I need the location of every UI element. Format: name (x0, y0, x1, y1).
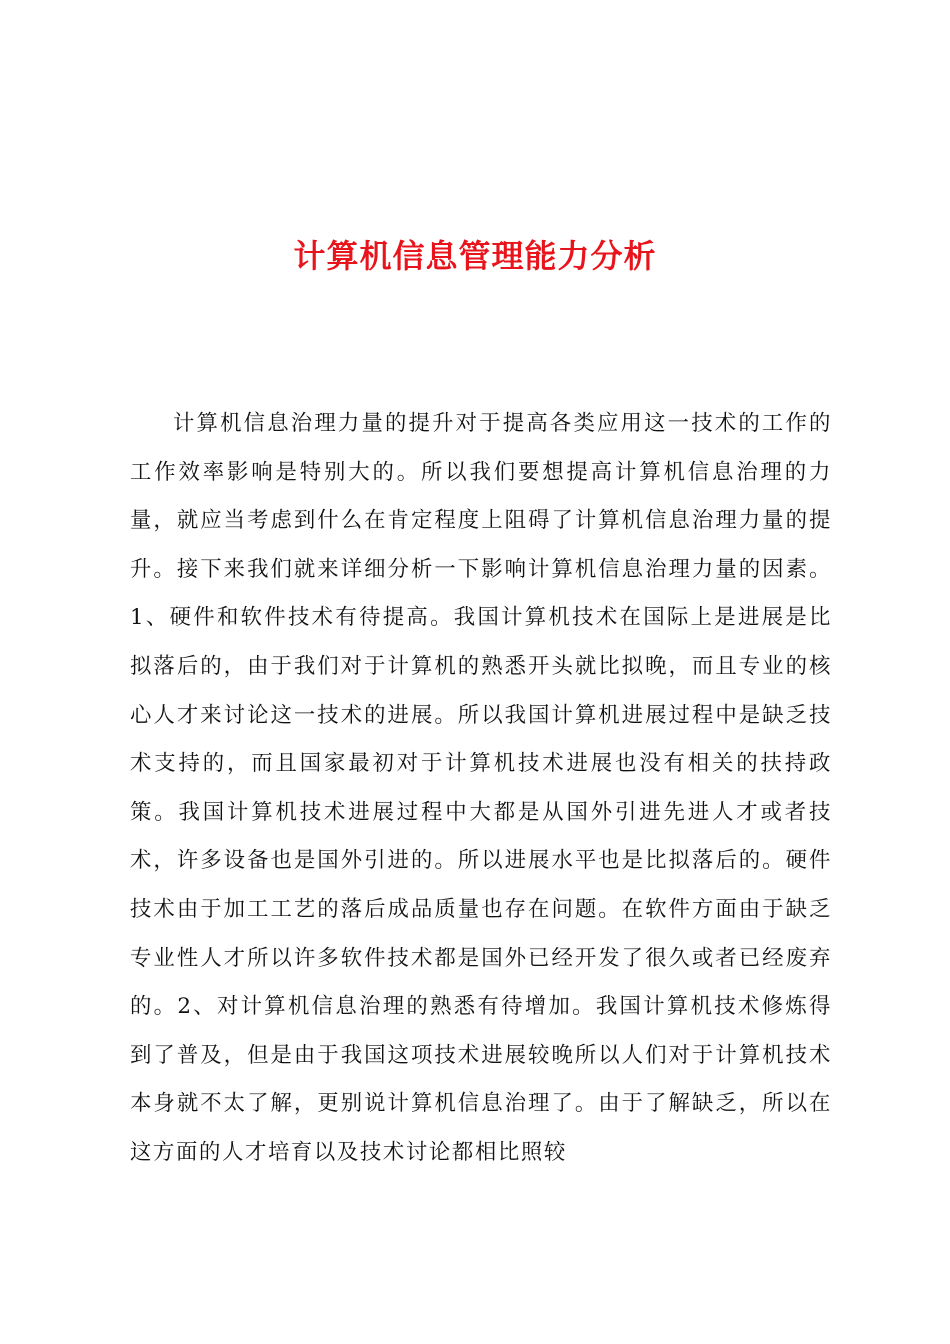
body-paragraph: 计算机信息治理力量的提升对于提高各类应用这一技术的工作的工作效率影响是特别大的。所以我们要想提高计算机信息治理的力量，就应当考虑到什么在肯定程度上阻碍了计算机信息治理力量的提升。接下来我们就来详细分析一下影响计算机信息治理力量的因素。1、硬件和软件技术有待提高。我国计算机技术在国际上是进展是比拟落后的，由于我们对于计算机的熟悉开头就比拟晚，而且专业的核心人才来讨论这一技术的进展。所以我国计算机进展过程中是缺乏技术支持的，而且国家最初对于计算机技术进展也没有相关的扶持政策。我国计算机技术进展过程中大都是从国外引进先进人才或者技术，许多设备也是国外引进的。所以进展水平也是比拟落后的。硬件技术由于加工工艺的落后成品质量也存在问题。在软件方面由于缺乏专业性人才所以许多软件技术都是国外已经开发了很久或者已经废弃的。2、对计算机信息治理的熟悉有待增加。我国计算机技术修炼得到了普及，但是由于我国这项技术进展较晚所以人们对于计算机技术本身就不太了解，更别说计算机信息治理了。由于了解缺乏，所以在这方面的人才培育以及技术讨论都相比照较 (130, 411, 832, 1165)
document-title: 计算机信息管理能力分析 (293, 237, 657, 276)
